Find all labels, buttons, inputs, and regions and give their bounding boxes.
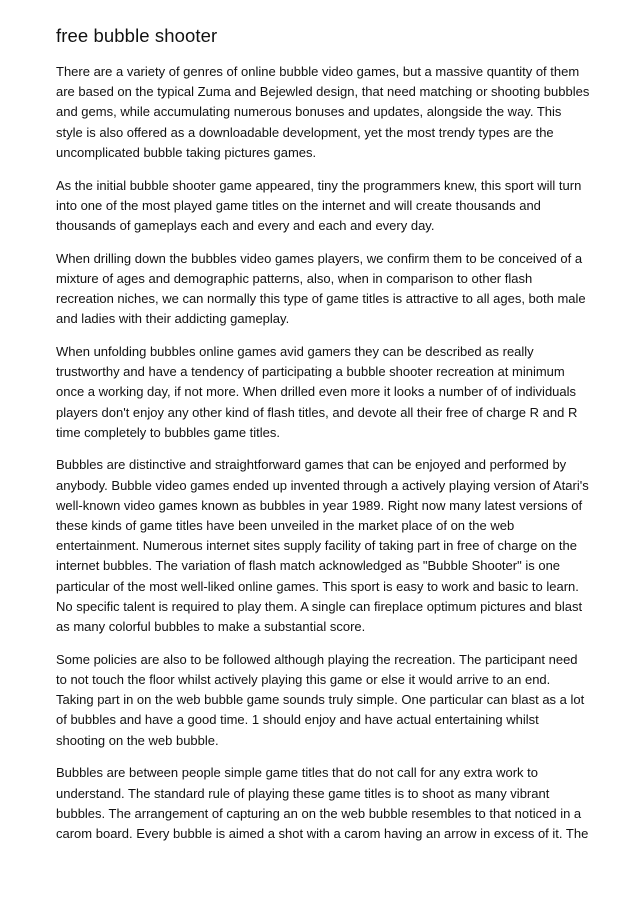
paragraph-6: Some policies are also to be followed although playing the recreation. The participant need to not touch the floor whilst actively playing this game or else it would arrive to an end. Taking part in on the web bubble game sounds truly simple. One particular can blast as a lot of bubbles and have a good time. 1 should enjoy and have actual entertaining whilst shooting on the web bubble.: [56, 651, 585, 748]
paragraph-3: When drilling down the bubbles video games players, we confirm them to be conceived of a mixture of ages and demographic patterns, also, when in comparison to other flash recreation niches, we can normally this type of game titles is attractive to all ages, both male and ladies with their addicting gameplay.: [56, 250, 586, 327]
paragraph-4: When unfolding bubbles online games avid gamers they can be described as really trustworthy and have a tendency of participating a bubble shooter recreation at minimum once a working day, if not more. When drilled even more it looks a number of of individuals players don't enjoy any other kind of flash titles, and devote all their free of charge R and R time completely to bubbles game titles.: [56, 343, 578, 440]
paragraph-2: As the initial bubble shooter game appeared, tiny the programmers knew, this sport will turn into one of the most played game titles on the internet and will create thousands and thousands of gameplays each and every and each and every day.: [56, 177, 582, 233]
document-title: free bubble shooter: [56, 25, 218, 46]
paragraph-1: There are a variety of genres of online bubble video games, but a massive quantity of them are based on the typical Zuma and Bejewled design, that need matching or shooting bubbles and gems, while accumulating numerous bonuses and updates, alongside the way. This style is also offered as a downloadable development, yet the most trendy types are the uncomplicated bubble taking pictures games.: [56, 64, 590, 160]
document-page: [56, 24, 590, 857]
paragraph-7: Bubbles are between people simple game titles that do not call for any extra work to understand. The standard rule of playing these game titles is to shoot as many vibrant bubbles. The arrangement of capturing an on the web bubble resembles to that noticed in a carom board. Every bubble is aimed a shot with a carom having an arrow in excess of it. The: [56, 765, 589, 841]
paragraph-5: Bubbles are distinctive and straightforward games that can be enjoyed and performed by anybody. Bubble video games ended up invented through a actively playing version of Atari's well-known video games known as bubbles in year 1989. Right now many latest versions of these kinds of game titles have been unveiled in the market place of on the web entertainment. Numerous internet sites supply facility of taking part in free of charge on the internet bubbles. The variation of flash match acknowledged as "Bubble Shooter" is one particular of the most well-liked online games. This sport is easy to work and basic to learn. No specific talent is required to play them. A single can fireplace optimum pictures and blast as many colorful bubbles to make a substantial score.: [56, 457, 589, 635]
